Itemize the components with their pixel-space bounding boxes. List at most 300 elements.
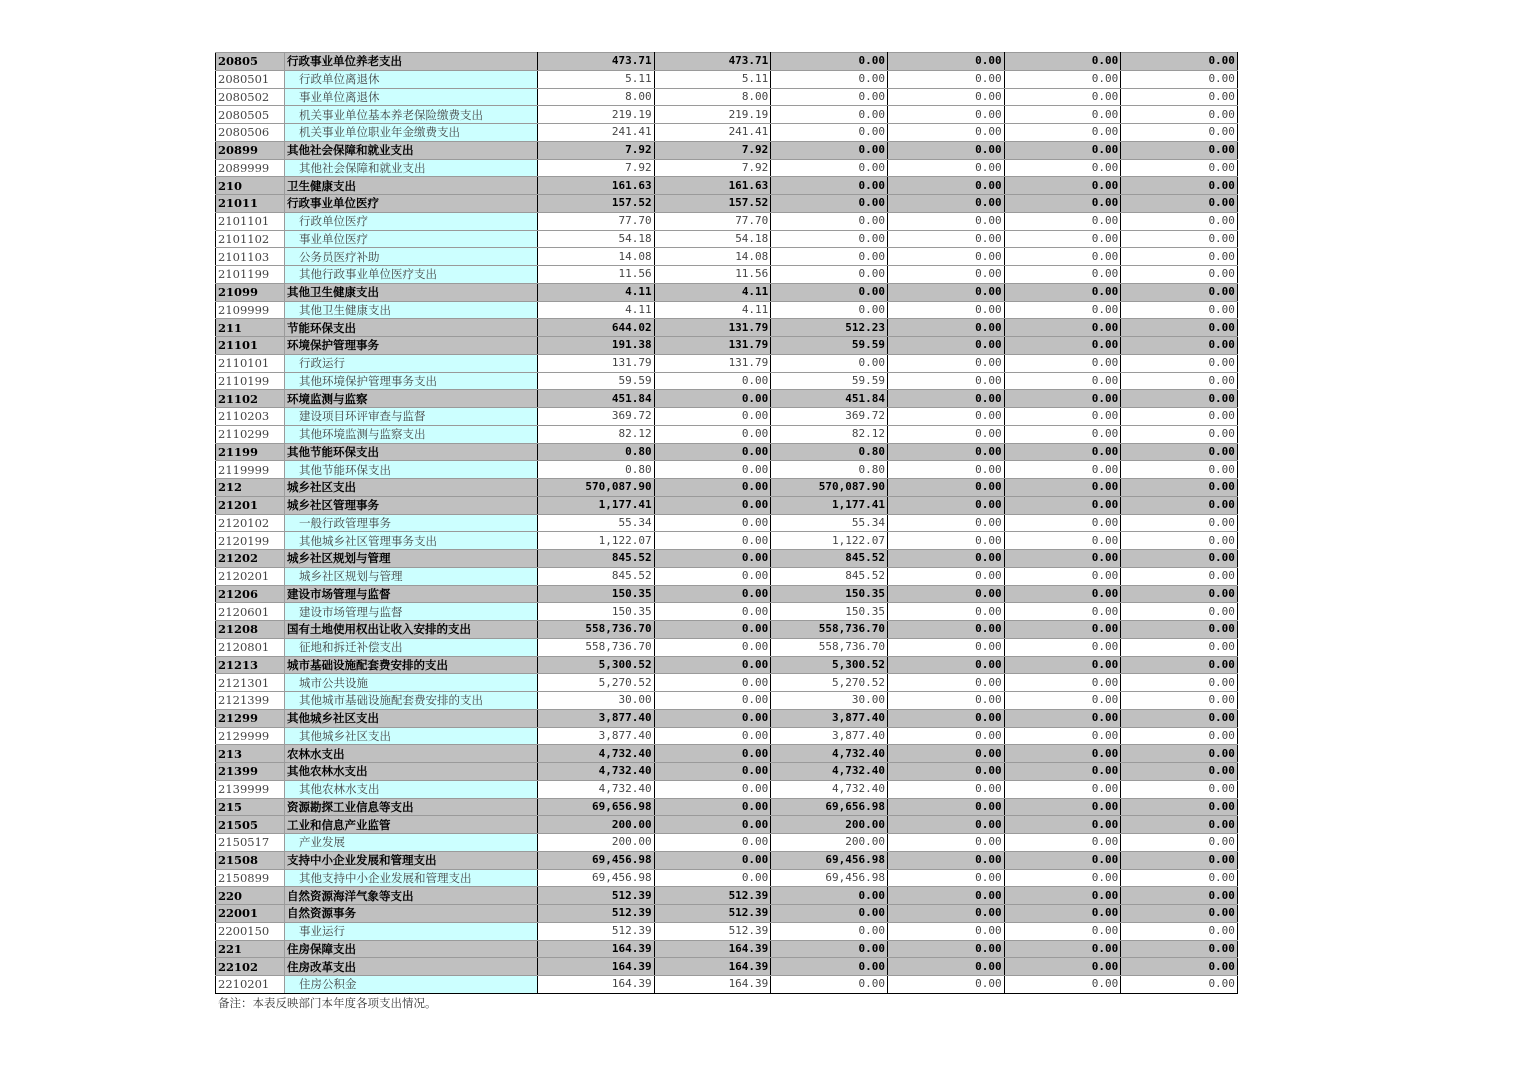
subject-name-label: 建设市场管理与监督 (287, 586, 391, 601)
subject-name-label: 国有土地使用权出让收入安排的支出 (287, 622, 471, 637)
amount-cell: 54.18 (538, 230, 655, 248)
amount-cell: 0.00 (1121, 212, 1238, 230)
subject-name-cell (285, 479, 538, 497)
subject-code-cell: 220 (216, 887, 285, 905)
amount-cell: 0.00 (1004, 88, 1121, 106)
table-row (216, 301, 1238, 319)
table-row (216, 621, 1238, 639)
subject-name-cell (285, 443, 538, 461)
subject-name-label: 其他支持中小企业发展和管理支出 (299, 870, 472, 885)
subject-code-cell: 221 (216, 940, 285, 958)
amount-cell: 59.59 (538, 372, 655, 390)
amount-cell: 0.00 (887, 461, 1004, 479)
subject-name-label: 行政事业单位医疗 (287, 196, 379, 211)
amount-cell: 0.00 (887, 585, 1004, 603)
amount-cell: 0.00 (771, 976, 888, 994)
footnote: 备注：本表反映部门本年度各项支出情况。 (218, 996, 437, 1010)
subject-name-cell (285, 692, 538, 710)
subject-code-cell: 2110101 (216, 354, 285, 372)
amount-cell: 0.00 (1004, 922, 1121, 940)
amount-cell: 0.00 (887, 887, 1004, 905)
amount-cell: 164.39 (654, 976, 771, 994)
amount-cell: 0.00 (1004, 425, 1121, 443)
amount-cell: 0.80 (538, 443, 655, 461)
amount-cell: 0.00 (1121, 159, 1238, 177)
amount-cell: 0.00 (887, 851, 1004, 869)
subject-name-label: 征地和拆迁补偿支出 (299, 640, 403, 655)
subject-name-cell (285, 70, 538, 88)
subject-code-cell: 2080506 (216, 124, 285, 142)
amount-cell: 0.00 (1121, 709, 1238, 727)
subject-name-label: 环境监测与监察 (287, 391, 368, 406)
subject-name-label: 其他农林水支出 (299, 782, 380, 797)
amount-cell: 0.00 (1121, 585, 1238, 603)
amount-cell: 0.00 (654, 834, 771, 852)
amount-cell: 191.38 (538, 337, 655, 355)
subject-code-cell: 21206 (216, 585, 285, 603)
amount-cell: 0.00 (1004, 976, 1121, 994)
amount-cell: 4.11 (538, 301, 655, 319)
amount-cell: 0.00 (1121, 337, 1238, 355)
amount-cell: 845.52 (538, 567, 655, 585)
amount-cell: 0.00 (1121, 550, 1238, 568)
subject-code-cell: 21101 (216, 337, 285, 355)
amount-cell: 0.00 (771, 940, 888, 958)
table-row (216, 461, 1238, 479)
amount-cell: 0.00 (1121, 763, 1238, 781)
amount-cell: 0.00 (887, 621, 1004, 639)
subject-code-cell: 2101199 (216, 266, 285, 284)
amount-cell: 512.39 (538, 887, 655, 905)
amount-cell: 4,732.40 (538, 780, 655, 798)
table-row (216, 674, 1238, 692)
amount-cell: 0.00 (887, 922, 1004, 940)
subject-code-cell: 2120201 (216, 567, 285, 585)
amount-cell: 644.02 (538, 319, 655, 337)
subject-code-cell: 2101101 (216, 212, 285, 230)
amount-cell: 131.79 (654, 337, 771, 355)
amount-cell: 0.00 (1004, 443, 1121, 461)
amount-cell: 55.34 (771, 514, 888, 532)
amount-cell: 82.12 (538, 425, 655, 443)
amount-cell: 0.00 (1121, 461, 1238, 479)
amount-cell: 30.00 (538, 692, 655, 710)
amount-cell: 0.00 (1004, 53, 1121, 71)
amount-cell: 200.00 (538, 834, 655, 852)
subject-name-cell (285, 408, 538, 426)
table-row (216, 567, 1238, 585)
amount-cell: 0.00 (1121, 638, 1238, 656)
amount-cell: 0.00 (887, 443, 1004, 461)
amount-cell: 0.00 (1121, 922, 1238, 940)
amount-cell: 473.71 (654, 53, 771, 71)
amount-cell: 0.00 (887, 763, 1004, 781)
subject-name-label: 机关事业单位职业年金缴费支出 (299, 125, 460, 140)
amount-cell: 0.00 (1121, 177, 1238, 195)
subject-code-cell: 21505 (216, 816, 285, 834)
amount-cell: 0.00 (887, 195, 1004, 213)
subject-name-cell (285, 550, 538, 568)
amount-cell: 0.00 (654, 745, 771, 763)
table-row (216, 53, 1238, 71)
amount-cell: 0.00 (887, 230, 1004, 248)
amount-cell: 200.00 (771, 834, 888, 852)
subject-code-cell: 2101102 (216, 230, 285, 248)
amount-cell: 0.00 (654, 496, 771, 514)
subject-name-cell (285, 638, 538, 656)
amount-cell: 0.00 (1004, 337, 1121, 355)
subject-name-cell (285, 106, 538, 124)
subject-name-cell (285, 88, 538, 106)
subject-name-label: 工业和信息产业监管 (287, 817, 391, 832)
subject-name-cell (285, 390, 538, 408)
table-row (216, 337, 1238, 355)
subject-code-cell: 2120199 (216, 532, 285, 550)
amount-cell: 0.00 (771, 195, 888, 213)
amount-cell: 0.00 (1004, 461, 1121, 479)
amount-cell: 558,736.70 (771, 638, 888, 656)
amount-cell: 0.00 (1121, 816, 1238, 834)
subject-code-cell: 2101103 (216, 248, 285, 266)
table-row (216, 869, 1238, 887)
subject-name-cell (285, 301, 538, 319)
amount-cell: 5.11 (654, 70, 771, 88)
subject-code-cell: 212 (216, 479, 285, 497)
amount-cell: 11.56 (654, 266, 771, 284)
subject-code-cell: 2080502 (216, 88, 285, 106)
amount-cell: 0.00 (1004, 940, 1121, 958)
amount-cell: 0.00 (771, 283, 888, 301)
table-row (216, 905, 1238, 923)
subject-name-cell (285, 461, 538, 479)
amount-cell: 157.52 (654, 195, 771, 213)
table-row (216, 354, 1238, 372)
subject-name-label: 自然资源事务 (287, 906, 356, 921)
amount-cell: 0.00 (654, 567, 771, 585)
amount-cell: 0.00 (654, 479, 771, 497)
table-row (216, 798, 1238, 816)
subject-name-cell (285, 248, 538, 266)
amount-cell: 0.00 (887, 408, 1004, 426)
subject-name-label: 其他城乡社区支出 (287, 711, 379, 726)
table-row (216, 780, 1238, 798)
amount-cell: 54.18 (654, 230, 771, 248)
subject-code-cell: 2150517 (216, 834, 285, 852)
amount-cell: 0.00 (887, 940, 1004, 958)
subject-code-cell: 2110299 (216, 425, 285, 443)
amount-cell: 0.00 (887, 70, 1004, 88)
subject-name-label: 建设市场管理与监督 (299, 604, 403, 619)
subject-name-label: 行政运行 (299, 356, 345, 371)
amount-cell: 845.52 (771, 567, 888, 585)
subject-name-cell (285, 674, 538, 692)
amount-cell: 845.52 (538, 550, 655, 568)
amount-cell: 0.00 (1121, 887, 1238, 905)
amount-cell: 0.00 (1004, 816, 1121, 834)
table-row (216, 124, 1238, 142)
subject-name-label: 其他卫生健康支出 (287, 285, 379, 300)
amount-cell: 241.41 (654, 124, 771, 142)
amount-cell: 0.00 (887, 834, 1004, 852)
expenditure-table (215, 52, 1238, 994)
amount-cell: 0.00 (887, 709, 1004, 727)
amount-cell: 3,877.40 (771, 709, 888, 727)
amount-cell: 1,177.41 (771, 496, 888, 514)
subject-name-cell (285, 532, 538, 550)
amount-cell: 0.00 (887, 266, 1004, 284)
subject-name-cell (285, 603, 538, 621)
amount-cell: 0.00 (1121, 798, 1238, 816)
table-row (216, 408, 1238, 426)
amount-cell: 0.00 (771, 248, 888, 266)
subject-name-cell (285, 195, 538, 213)
subject-code-cell: 21213 (216, 656, 285, 674)
amount-cell: 157.52 (538, 195, 655, 213)
table-row (216, 283, 1238, 301)
amount-cell: 0.00 (654, 727, 771, 745)
table-row (216, 709, 1238, 727)
amount-cell: 4,732.40 (538, 745, 655, 763)
subject-name-cell (285, 816, 538, 834)
subject-code-cell: 2110199 (216, 372, 285, 390)
amount-cell: 0.00 (771, 301, 888, 319)
subject-name-label: 公务员医疗补助 (299, 249, 380, 264)
amount-cell: 0.00 (1121, 532, 1238, 550)
amount-cell: 0.00 (1121, 319, 1238, 337)
amount-cell: 0.00 (1121, 834, 1238, 852)
subject-name-cell (285, 745, 538, 763)
table-row (216, 638, 1238, 656)
amount-cell: 0.00 (1121, 106, 1238, 124)
amount-cell: 0.00 (1121, 53, 1238, 71)
amount-cell: 77.70 (538, 212, 655, 230)
subject-code-cell: 2121301 (216, 674, 285, 692)
amount-cell: 200.00 (771, 816, 888, 834)
subject-name-label: 环境保护管理事务 (287, 338, 379, 353)
amount-cell: 0.00 (654, 798, 771, 816)
amount-cell: 4,732.40 (538, 763, 655, 781)
amount-cell: 0.00 (1004, 585, 1121, 603)
amount-cell: 0.00 (654, 621, 771, 639)
subject-code-cell: 2080505 (216, 106, 285, 124)
amount-cell: 0.00 (1004, 905, 1121, 923)
subject-name-label: 其他城乡社区管理事务支出 (299, 533, 437, 548)
amount-cell: 69,456.98 (538, 851, 655, 869)
amount-cell: 0.00 (654, 851, 771, 869)
amount-cell: 0.00 (771, 922, 888, 940)
amount-cell: 164.39 (654, 958, 771, 976)
subject-name-cell (285, 159, 538, 177)
amount-cell: 0.00 (1004, 603, 1121, 621)
amount-cell: 131.79 (538, 354, 655, 372)
amount-cell: 0.00 (887, 479, 1004, 497)
amount-cell: 131.79 (654, 319, 771, 337)
amount-cell: 0.00 (1004, 638, 1121, 656)
amount-cell: 0.00 (1121, 780, 1238, 798)
amount-cell: 0.00 (1121, 851, 1238, 869)
amount-cell: 8.00 (654, 88, 771, 106)
amount-cell: 0.00 (887, 354, 1004, 372)
amount-cell: 0.00 (1004, 621, 1121, 639)
subject-name-cell (285, 266, 538, 284)
subject-name-label: 其他农林水支出 (287, 764, 368, 779)
amount-cell: 59.59 (771, 372, 888, 390)
amount-cell: 0.00 (1121, 390, 1238, 408)
amount-cell: 0.00 (1004, 692, 1121, 710)
table-row (216, 212, 1238, 230)
amount-cell: 0.00 (1004, 958, 1121, 976)
subject-name-label: 住房公积金 (299, 977, 357, 992)
subject-name-cell (285, 514, 538, 532)
subject-code-cell: 21099 (216, 283, 285, 301)
amount-cell: 0.00 (1004, 763, 1121, 781)
amount-cell: 0.00 (1004, 301, 1121, 319)
amount-cell: 7.92 (538, 159, 655, 177)
amount-cell: 0.00 (887, 692, 1004, 710)
amount-cell: 0.00 (887, 905, 1004, 923)
amount-cell: 4,732.40 (771, 763, 888, 781)
amount-cell: 0.00 (654, 709, 771, 727)
subject-name-label: 事业单位离退休 (299, 89, 380, 104)
table-row (216, 390, 1238, 408)
amount-cell: 11.56 (538, 266, 655, 284)
subject-code-cell: 215 (216, 798, 285, 816)
amount-cell: 0.00 (887, 514, 1004, 532)
subject-code-cell: 2110203 (216, 408, 285, 426)
amount-cell: 0.80 (538, 461, 655, 479)
amount-cell: 0.00 (1004, 532, 1121, 550)
amount-cell: 30.00 (771, 692, 888, 710)
amount-cell: 0.00 (1004, 834, 1121, 852)
amount-cell: 77.70 (654, 212, 771, 230)
amount-cell: 0.00 (1121, 70, 1238, 88)
table-row (216, 532, 1238, 550)
amount-cell: 0.00 (1004, 656, 1121, 674)
table-row (216, 443, 1238, 461)
amount-cell: 0.00 (887, 869, 1004, 887)
amount-cell: 5,270.52 (771, 674, 888, 692)
amount-cell: 0.00 (1004, 70, 1121, 88)
amount-cell: 0.00 (1121, 248, 1238, 266)
subject-name-cell (285, 851, 538, 869)
amount-cell: 219.19 (538, 106, 655, 124)
amount-cell: 0.00 (1004, 514, 1121, 532)
table-body (216, 53, 1238, 994)
amount-cell: 164.39 (538, 940, 655, 958)
amount-cell: 0.00 (771, 212, 888, 230)
subject-name-label: 卫生健康支出 (287, 178, 356, 193)
amount-cell: 0.00 (1004, 390, 1121, 408)
amount-cell: 570,087.90 (771, 479, 888, 497)
amount-cell: 0.00 (771, 958, 888, 976)
amount-cell: 0.00 (771, 53, 888, 71)
amount-cell: 0.00 (1004, 141, 1121, 159)
amount-cell: 0.00 (1121, 195, 1238, 213)
amount-cell: 0.00 (887, 425, 1004, 443)
amount-cell: 0.00 (654, 461, 771, 479)
amount-cell: 0.00 (1004, 230, 1121, 248)
amount-cell: 0.00 (1004, 709, 1121, 727)
amount-cell: 0.00 (1004, 567, 1121, 585)
table-row (216, 88, 1238, 106)
amount-cell: 4,732.40 (771, 745, 888, 763)
subject-code-cell: 2210201 (216, 976, 285, 994)
amount-cell: 0.00 (887, 337, 1004, 355)
subject-name-label: 其他社会保障和就业支出 (299, 160, 426, 175)
table-row (216, 106, 1238, 124)
amount-cell: 0.00 (1121, 283, 1238, 301)
subject-name-label: 机关事业单位基本养老保险缴费支出 (299, 107, 483, 122)
subject-code-cell: 20899 (216, 141, 285, 159)
subject-name-cell (285, 922, 538, 940)
subject-name-cell (285, 976, 538, 994)
amount-cell: 0.00 (887, 283, 1004, 301)
subject-name-cell (285, 958, 538, 976)
table-row (216, 248, 1238, 266)
subject-code-cell: 21102 (216, 390, 285, 408)
amount-cell: 473.71 (538, 53, 655, 71)
amount-cell: 0.00 (654, 656, 771, 674)
subject-name-cell (285, 354, 538, 372)
amount-cell: 0.00 (771, 230, 888, 248)
table-row (216, 159, 1238, 177)
table-row (216, 851, 1238, 869)
subject-name-label: 其他环境保护管理事务支出 (299, 373, 437, 388)
amount-cell: 0.00 (1121, 727, 1238, 745)
amount-cell: 0.00 (1121, 940, 1238, 958)
amount-cell: 0.00 (771, 354, 888, 372)
amount-cell: 0.00 (887, 390, 1004, 408)
subject-name-label: 行政事业单位养老支出 (287, 54, 402, 69)
amount-cell: 150.35 (771, 603, 888, 621)
amount-cell: 69,456.98 (771, 869, 888, 887)
amount-cell: 512.39 (538, 905, 655, 923)
table-row (216, 372, 1238, 390)
amount-cell: 0.00 (1121, 692, 1238, 710)
amount-cell: 451.84 (771, 390, 888, 408)
subject-code-cell: 22001 (216, 905, 285, 923)
amount-cell: 131.79 (654, 354, 771, 372)
amount-cell: 570,087.90 (538, 479, 655, 497)
amount-cell: 0.00 (654, 372, 771, 390)
table-row (216, 230, 1238, 248)
subject-name-label: 自然资源海洋气象等支出 (287, 888, 414, 903)
amount-cell: 0.00 (771, 124, 888, 142)
subject-name-label: 城乡社区支出 (287, 480, 356, 495)
amount-cell: 1,122.07 (538, 532, 655, 550)
amount-cell: 512.39 (654, 887, 771, 905)
amount-cell: 0.00 (1004, 177, 1121, 195)
subject-name-label: 城市公共设施 (299, 675, 368, 690)
subject-code-cell: 2120102 (216, 514, 285, 532)
amount-cell: 0.00 (1121, 408, 1238, 426)
amount-cell: 0.00 (887, 727, 1004, 745)
amount-cell: 0.00 (1004, 798, 1121, 816)
amount-cell: 0.00 (1121, 869, 1238, 887)
amount-cell: 0.00 (1004, 869, 1121, 887)
amount-cell: 451.84 (538, 390, 655, 408)
amount-cell: 0.00 (887, 177, 1004, 195)
table-row (216, 603, 1238, 621)
amount-cell: 0.00 (887, 532, 1004, 550)
table-row (216, 834, 1238, 852)
subject-code-cell: 2120601 (216, 603, 285, 621)
amount-cell: 0.00 (1121, 88, 1238, 106)
subject-code-cell: 2119999 (216, 461, 285, 479)
amount-cell: 0.00 (1004, 106, 1121, 124)
amount-cell: 0.00 (1004, 851, 1121, 869)
subject-name-cell (285, 727, 538, 745)
